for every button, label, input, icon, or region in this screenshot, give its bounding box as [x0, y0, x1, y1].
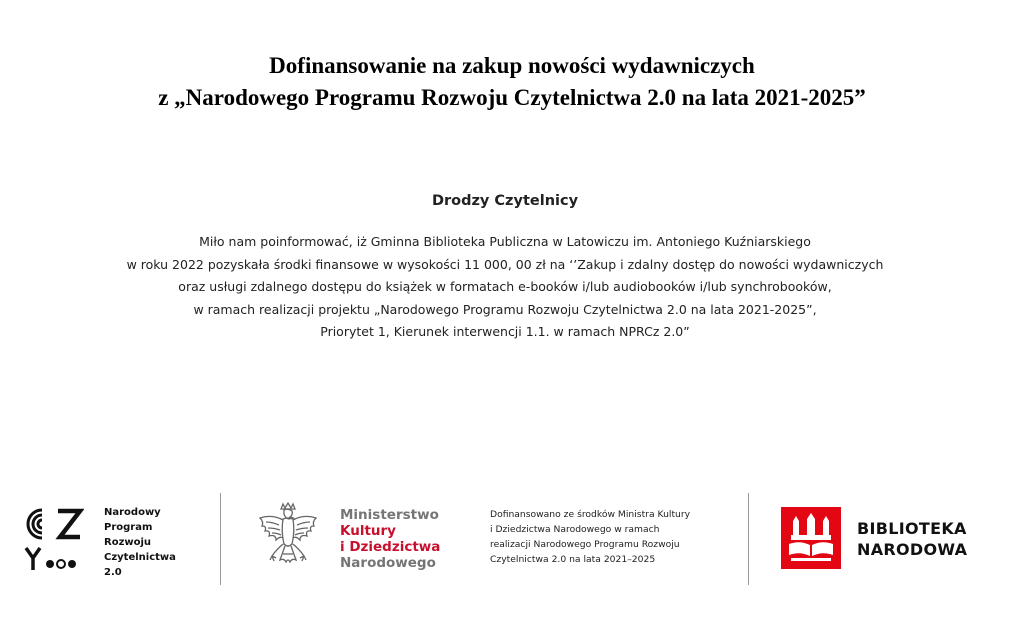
announcement-line-2: w roku 2022 pozyskała środki finansowe w wysokości 11 000, 00 zł na ‘’Zakup i zdalny dostęp do nowości wydawniczych: [126, 256, 884, 272]
announcement-line-3: oraz usługi zdalnego dostępu do książek w formatach e-booków i/lub audiobooków i/lub synchrobooków,: [178, 279, 832, 294]
ministry-line-2: Kultury: [340, 523, 396, 539]
nprcz-logo-icon: [20, 504, 84, 574]
ministry-line-4: Narodowego: [340, 555, 436, 571]
biblioteka-narodowa-logo-icon: [781, 507, 841, 569]
page-title: [0, 50, 1024, 114]
funding-line-4: Czytelnictwa 2.0 na lata 2021–2025: [490, 554, 656, 565]
sponsor-footer: [0, 490, 1024, 600]
announcement-line-1: Miło nam poinformować, iż Gminna Biblioteka Publiczna w Latowiczu im. Antoniego Kuźniarskiego: [199, 234, 811, 249]
funding-line-2: i Dziedzictwa Narodowego w ramach: [490, 524, 660, 535]
library-line-1: BIBLIOTEKA: [857, 519, 967, 538]
nprcz-line-5: 2.0: [104, 567, 122, 578]
announcement-line-5: Priorytet 1, Kierunek interwencji 1.1. w ramach NPRCz 2.0”: [320, 324, 690, 339]
funding-note: [490, 507, 690, 567]
nprcz-line-4: Czytelnictwa: [104, 552, 176, 563]
funding-line-1: Dofinansowano ze środków Ministra Kultury: [490, 509, 691, 520]
announcement-text: [0, 231, 1010, 344]
ministry-name: [340, 507, 440, 571]
divider: [748, 493, 749, 585]
ministry-line-3: i Dziedzictwa: [340, 539, 441, 555]
library-name: [857, 518, 967, 560]
ministry-line-1: Ministerstwo: [340, 507, 439, 523]
announcement-line-4: w ramach realizacji projektu „Narodowego Programu Rozwoju Czytelnictwa 2.0 na lata 2021-2025”,: [193, 301, 817, 317]
nprcz-line-2: Program: [104, 522, 153, 533]
polish-eagle-icon: [252, 500, 324, 580]
divider: [220, 493, 221, 585]
title-line-2: z „Narodowego Programu Rozwoju Czytelnictwa 2.0 na lata 2021-2025”: [158, 85, 866, 110]
funding-line-3: realizacji Narodowego Programu Rozwoju: [490, 539, 680, 550]
nprcz-line-3: Rozwoju: [104, 537, 152, 548]
title-line-1: Dofinansowanie na zakup nowości wydawniczych: [269, 53, 755, 78]
library-line-2: NARODOWA: [857, 540, 968, 559]
greeting: Drodzy Czytelnicy: [431, 193, 579, 209]
nprcz-line-1: Narodowy: [104, 507, 161, 518]
nprcz-name: [104, 505, 176, 580]
